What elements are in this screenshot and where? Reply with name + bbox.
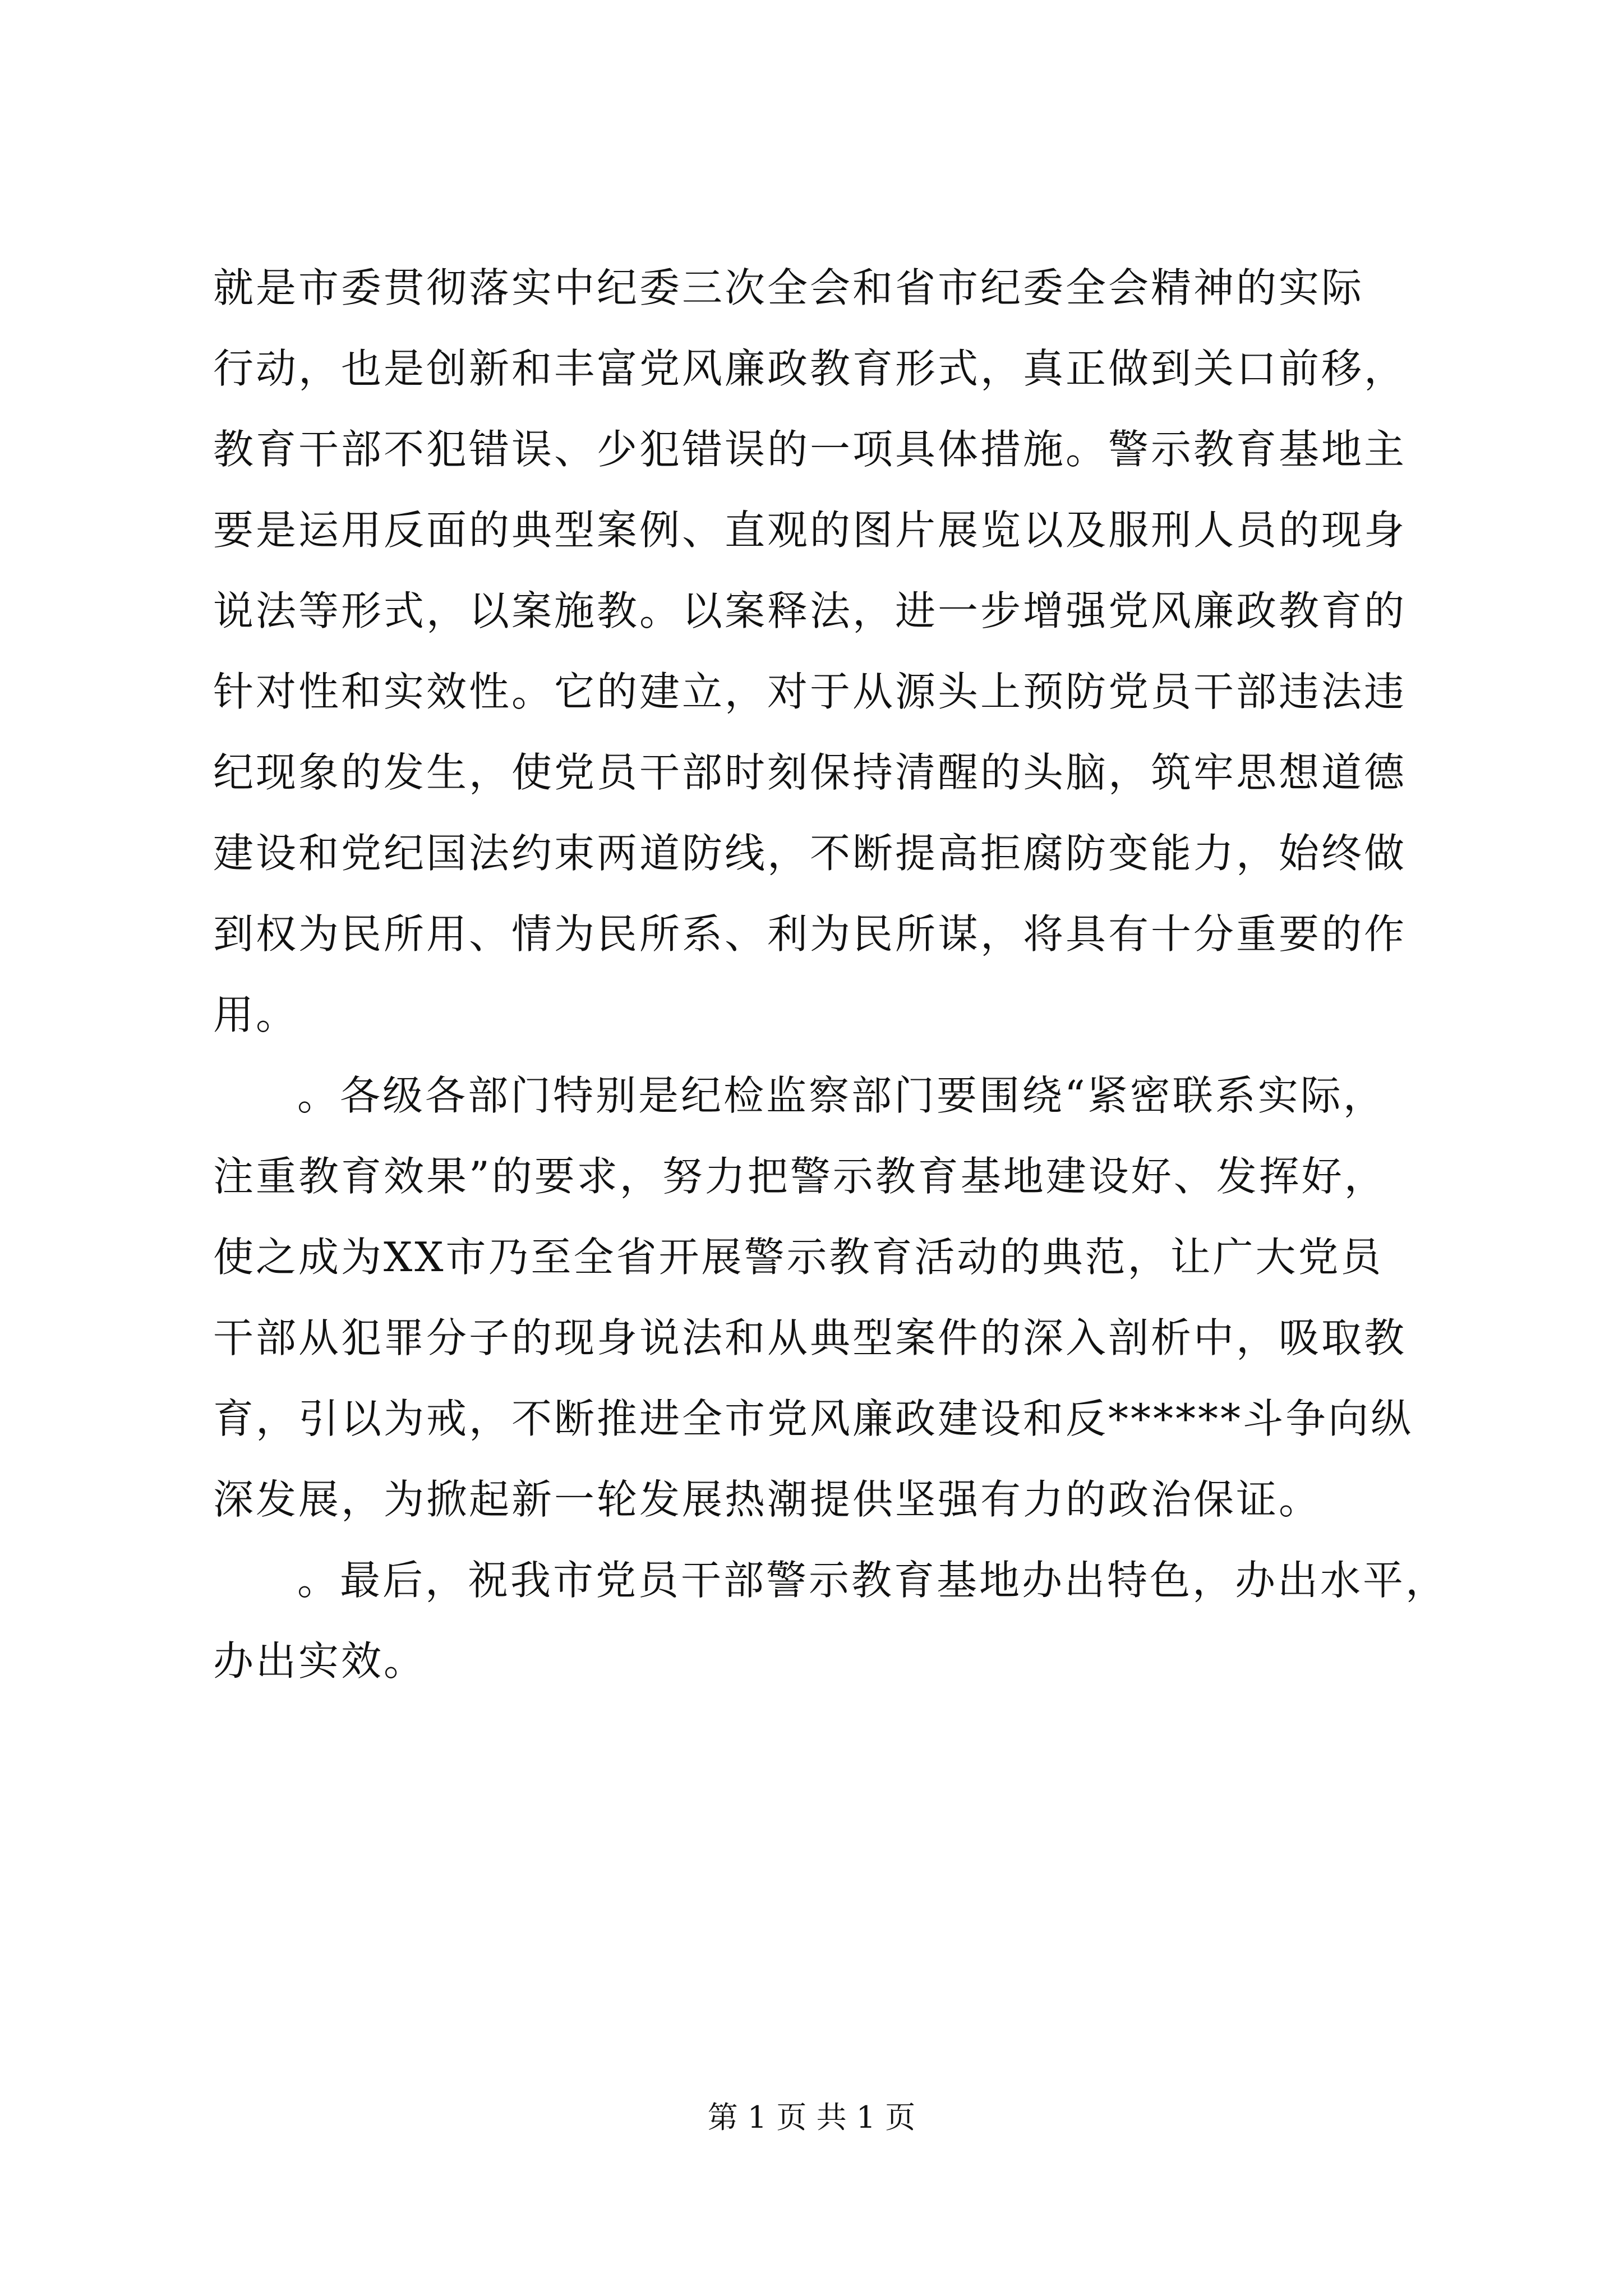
text-line: 干部从犯罪分子的现身说法和从典型案件的深入剖析中，吸取教 (213, 1314, 1407, 1361)
text-line: 育，引以为戒，不断推进全市党风廉政建设和反******斗争向纵 (213, 1395, 1414, 1442)
text-line: 教育干部不犯错误、少犯错误的一项具体措施。警示教育基地主 (213, 426, 1407, 473)
text-line: 深发展，为掀起新一轮发展热潮提供坚强有力的政治保证。 (213, 1476, 1322, 1523)
text-line: 到权为民所用、情为民所系、利为民所谋，将具有十分重要的作 (213, 910, 1407, 958)
text-line: 。各级各部门特别是纪检监察部门要围绕“紧密联系实际， (297, 1072, 1386, 1119)
text-line: 针对性和实效性。它的建立，对于从源头上预防党员干部违法违 (213, 668, 1407, 715)
page-number-footer: 第 1 页 共 1 页 (707, 2100, 916, 2135)
text-line: 。最后，祝我市党员干部警示教育基地办出特色，办出水平， (297, 1557, 1449, 1604)
text-line: 建设和党纪国法约束两道防线，不断提高拒腐防变能力，始终做 (213, 830, 1407, 877)
text-line: 用。 (213, 991, 299, 1038)
text-line: 使之成为XX市乃至全省开展警示教育活动的典范，让广大党员 (213, 1234, 1384, 1281)
text-line: 说法等形式，以案施教。以案释法，进一步增强党风廉政教育的 (213, 587, 1407, 634)
text-line: 行动，也是创新和丰富党风廉政教育形式，真正做到关口前移， (213, 345, 1407, 392)
text-line: 要是运用反面的典型案例、直观的图片展览以及服刑人员的现身 (213, 507, 1407, 554)
text-line: 注重教育效果”的要求，努力把警示教育基地建设好、发挥好， (213, 1153, 1387, 1200)
text-line: 就是市委贯彻落实中纪委三次全会和省市纪委全会精神的实际 (213, 264, 1364, 311)
text-line: 纪现象的发生，使党员干部时刻保持清醒的头脑，筑牢思想道德 (213, 749, 1407, 796)
text-line: 办出实效。 (213, 1637, 427, 1685)
